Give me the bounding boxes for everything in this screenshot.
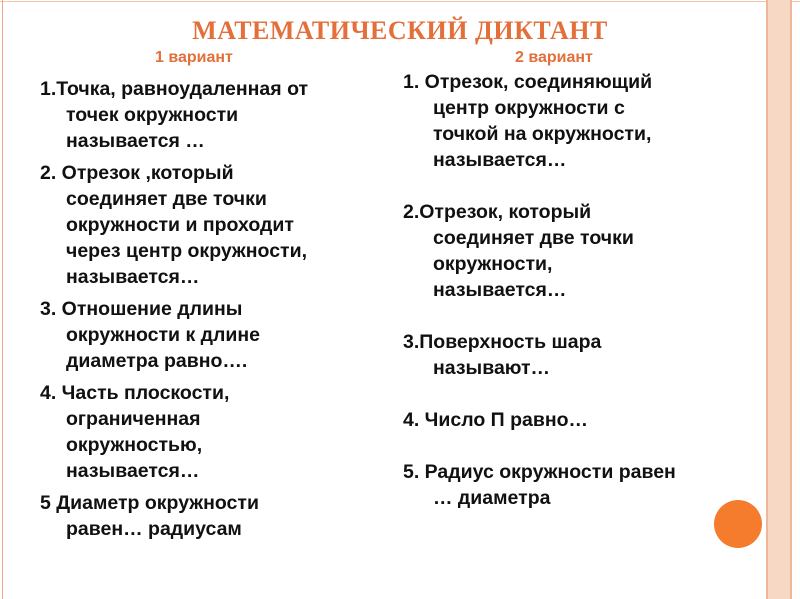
question-line: называется …: [66, 130, 205, 152]
right-decorative-band: [766, 0, 792, 599]
question-line: окружностью,: [66, 434, 203, 456]
question-line: называется…: [433, 149, 567, 171]
question-item: [403, 199, 743, 303]
question-line: соединяет две точки: [66, 188, 267, 210]
question-line: диаметра равно….: [66, 350, 248, 372]
question-item: [40, 380, 370, 484]
variant-1-questions: [40, 76, 370, 548]
question-line: ограниченная: [66, 408, 201, 430]
question-item: [403, 459, 743, 511]
question-line: 2.Отрезок, который: [403, 201, 592, 223]
question-line: точек окружности: [66, 104, 239, 126]
question-item: [403, 407, 743, 433]
question-item: [40, 490, 370, 542]
question-line: 5. Радиус окружности равен: [403, 461, 676, 483]
question-item: [40, 160, 370, 290]
variant-1-label: 1 вариант: [155, 49, 233, 66]
question-item: [40, 296, 370, 374]
question-line: 1. Отрезок, соединяющий: [403, 71, 653, 93]
question-line: называется…: [66, 266, 200, 288]
question-line: 3.Поверхность шара: [403, 331, 602, 353]
question-line: равен… радиусам: [66, 518, 242, 540]
question-line: 2. Отрезок ,который: [40, 162, 234, 184]
question-line: 5 Диаметр окружности: [40, 492, 259, 514]
question-line: 3. Отношение длины: [40, 298, 243, 320]
question-line: окружности и проходит: [66, 214, 294, 236]
question-line: 4. Число П равно…: [403, 409, 589, 431]
question-line: 4. Часть плоскости,: [40, 382, 230, 404]
page-title: МАТЕМАТИЧЕСКИЙ ДИКТАНТ: [192, 16, 608, 45]
question-line: соединяет две точки: [433, 227, 634, 249]
question-line: называется…: [66, 460, 200, 482]
left-border-line: [2, 0, 3, 599]
question-item: [40, 76, 370, 154]
question-line: … диаметра: [433, 487, 551, 509]
top-border-line: [0, 1, 800, 2]
variant-2-questions: [403, 69, 743, 537]
question-line: центр окружности с: [433, 97, 625, 119]
question-line: окружности к длине: [66, 324, 261, 346]
question-line: 1.Точка, равноудаленная от: [40, 78, 309, 100]
question-line: называется…: [433, 279, 567, 301]
question-item: [403, 69, 743, 173]
variant-2-label: 2 вариант: [515, 49, 593, 66]
question-item: [403, 329, 743, 381]
question-line: окружности,: [433, 253, 553, 275]
question-line: точкой на окружности,: [433, 123, 652, 145]
decorative-circle: [714, 500, 762, 548]
question-line: называют…: [433, 357, 550, 379]
question-line: через центр окружности,: [66, 240, 307, 262]
